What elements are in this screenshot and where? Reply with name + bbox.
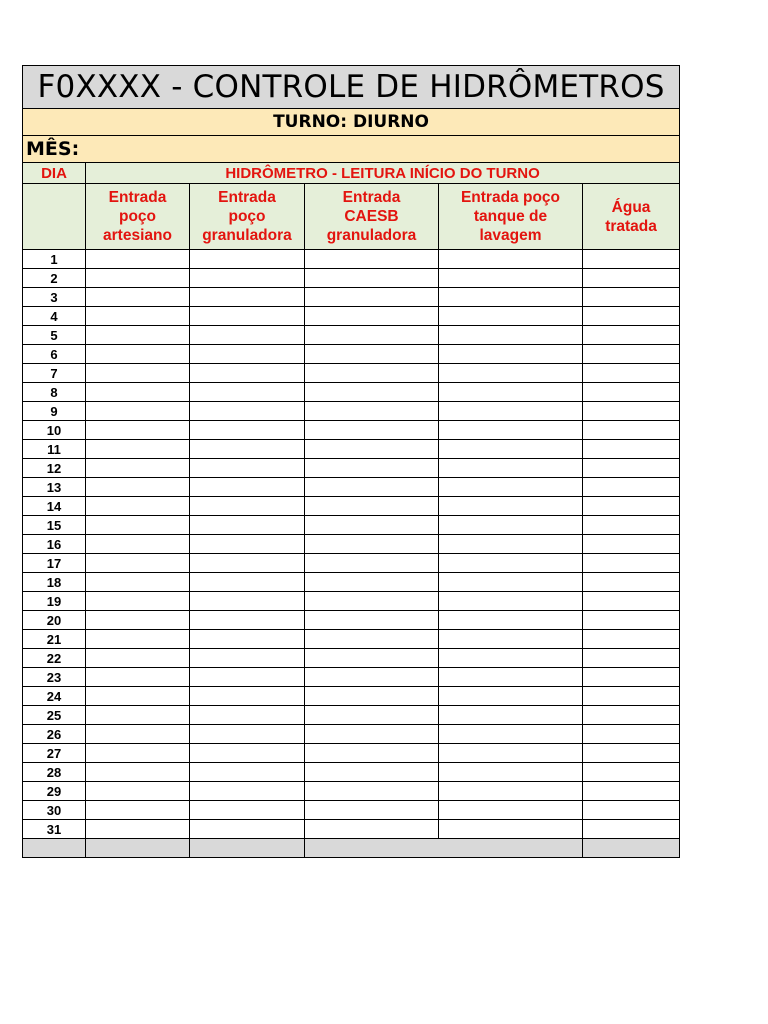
reading-cell[interactable]: [190, 516, 305, 535]
column-header-line: artesiano: [103, 227, 172, 244]
reading-cell[interactable]: [190, 326, 305, 345]
reading-cell[interactable]: [86, 744, 190, 763]
day-number: 13: [23, 478, 86, 497]
day-number: 15: [23, 516, 86, 535]
reading-cell[interactable]: [190, 763, 305, 782]
table-row: [23, 668, 680, 687]
table-row: [23, 516, 680, 535]
day-number: 28: [23, 763, 86, 782]
reading-cell[interactable]: [439, 725, 583, 744]
reading-cell[interactable]: [86, 782, 190, 801]
reading-cell[interactable]: [439, 307, 583, 326]
reading-cell[interactable]: [305, 573, 439, 592]
reading-cell[interactable]: [305, 459, 439, 478]
reading-cell[interactable]: [305, 744, 439, 763]
reading-cell[interactable]: [305, 364, 439, 383]
day-number: 7: [23, 364, 86, 383]
reading-cell[interactable]: [583, 345, 680, 364]
column-header-line: Entrada: [342, 189, 401, 206]
reading-cell[interactable]: [439, 630, 583, 649]
footer-cell: [305, 839, 583, 858]
day-number: 5: [23, 326, 86, 345]
reading-cell[interactable]: [190, 421, 305, 440]
reading-cell[interactable]: [190, 649, 305, 668]
reading-cell[interactable]: [583, 744, 680, 763]
reading-cell[interactable]: [439, 459, 583, 478]
table-row: [23, 326, 680, 345]
day-number: 31: [23, 820, 86, 839]
reading-cell[interactable]: [86, 250, 190, 269]
table-row: [23, 364, 680, 383]
day-number: 23: [23, 668, 86, 687]
column-header-line: poço: [228, 208, 266, 225]
day-number: 10: [23, 421, 86, 440]
footer-row: [23, 839, 680, 858]
reading-cell[interactable]: [305, 687, 439, 706]
reading-cell[interactable]: [583, 250, 680, 269]
reading-cell[interactable]: [305, 421, 439, 440]
reading-cell[interactable]: [583, 763, 680, 782]
reading-cell[interactable]: [86, 668, 190, 687]
day-number: 22: [23, 649, 86, 668]
reading-cell[interactable]: [86, 269, 190, 288]
reading-cell[interactable]: [305, 383, 439, 402]
day-number: 30: [23, 801, 86, 820]
reading-cell[interactable]: [190, 402, 305, 421]
column-header-line: tratada: [605, 217, 657, 235]
reading-cell[interactable]: [86, 459, 190, 478]
reading-cell[interactable]: [305, 801, 439, 820]
column-header-line: Entrada: [108, 189, 167, 206]
reading-cell[interactable]: [305, 763, 439, 782]
reading-cell[interactable]: [439, 269, 583, 288]
reading-cell[interactable]: [190, 782, 305, 801]
reading-cell[interactable]: [583, 288, 680, 307]
reading-cell[interactable]: [583, 269, 680, 288]
table-row: [23, 554, 680, 573]
reading-cell[interactable]: [86, 725, 190, 744]
reading-cell[interactable]: [439, 326, 583, 345]
sheet-title: F0XXXX - CONTROLE DE HIDRÔMETROS: [23, 66, 680, 109]
reading-cell[interactable]: [86, 687, 190, 706]
day-number: 19: [23, 592, 86, 611]
table-row: [23, 440, 680, 459]
column-header-line: granuladora: [202, 227, 292, 244]
reading-cell[interactable]: [305, 535, 439, 554]
column-header-line: Entrada poço: [460, 189, 561, 206]
reading-cell[interactable]: [190, 459, 305, 478]
column-header-5: [583, 184, 680, 250]
reading-cell[interactable]: [305, 592, 439, 611]
hydrometer-control-sheet: [22, 65, 680, 858]
reading-cell[interactable]: [439, 649, 583, 668]
reading-cell[interactable]: [86, 326, 190, 345]
table-row: [23, 307, 680, 326]
reading-cell[interactable]: [190, 611, 305, 630]
column-header-4: [439, 184, 583, 250]
day-number: 16: [23, 535, 86, 554]
reading-cell[interactable]: [86, 706, 190, 725]
day-number: 11: [23, 440, 86, 459]
column-header-line: poço: [118, 208, 157, 225]
reading-cell[interactable]: [439, 402, 583, 421]
reading-cell[interactable]: [583, 478, 680, 497]
reading-cell[interactable]: [86, 307, 190, 326]
day-number: 6: [23, 345, 86, 364]
table-row: [23, 744, 680, 763]
reading-cell[interactable]: [190, 440, 305, 459]
column-header-1: [86, 184, 190, 250]
table-row: [23, 421, 680, 440]
reading-cell[interactable]: [190, 497, 305, 516]
reading-cell[interactable]: [190, 364, 305, 383]
reading-cell[interactable]: [190, 288, 305, 307]
reading-cell[interactable]: [583, 326, 680, 345]
reading-cell[interactable]: [583, 630, 680, 649]
reading-cell[interactable]: [439, 611, 583, 630]
table-row: [23, 611, 680, 630]
reading-cell[interactable]: [190, 535, 305, 554]
column-header-line: Entrada: [218, 189, 276, 206]
day-number: 29: [23, 782, 86, 801]
reading-cell[interactable]: [583, 782, 680, 801]
reading-cell[interactable]: [305, 516, 439, 535]
reading-cell[interactable]: [305, 554, 439, 573]
reading-cell[interactable]: [190, 687, 305, 706]
table-row: [23, 706, 680, 725]
reading-cell[interactable]: [86, 611, 190, 630]
column-header-3: [305, 184, 439, 250]
reading-cell[interactable]: [439, 535, 583, 554]
reading-cell[interactable]: [305, 288, 439, 307]
reading-cell[interactable]: [86, 478, 190, 497]
day-number: 27: [23, 744, 86, 763]
footer-cell: [86, 839, 190, 858]
month-label: MÊS:: [23, 136, 680, 163]
reading-cell[interactable]: [86, 440, 190, 459]
reading-cell[interactable]: [190, 383, 305, 402]
table-row: [23, 725, 680, 744]
reading-cell[interactable]: [439, 592, 583, 611]
reading-cell[interactable]: [86, 801, 190, 820]
reading-cell[interactable]: [86, 345, 190, 364]
reading-cell[interactable]: [86, 535, 190, 554]
reading-cell[interactable]: [439, 516, 583, 535]
reading-cell[interactable]: [583, 497, 680, 516]
reading-cell[interactable]: [190, 820, 305, 839]
reading-cell[interactable]: [86, 497, 190, 516]
reading-cell[interactable]: [305, 269, 439, 288]
reading-cell[interactable]: [439, 345, 583, 364]
reading-cell[interactable]: [86, 649, 190, 668]
day-number: 21: [23, 630, 86, 649]
table-row: [23, 250, 680, 269]
reading-cell[interactable]: [439, 687, 583, 706]
reading-cell[interactable]: [439, 744, 583, 763]
reading-cell[interactable]: [439, 497, 583, 516]
reading-cell[interactable]: [583, 668, 680, 687]
reading-cell[interactable]: [305, 326, 439, 345]
reading-cell[interactable]: [190, 725, 305, 744]
reading-cell[interactable]: [583, 535, 680, 554]
reading-cell[interactable]: [86, 763, 190, 782]
reading-cell[interactable]: [583, 307, 680, 326]
reading-cell[interactable]: [439, 820, 583, 839]
reading-cell[interactable]: [583, 801, 680, 820]
reading-cell[interactable]: [190, 801, 305, 820]
table-row: [23, 288, 680, 307]
table-row: [23, 820, 680, 839]
reading-cell[interactable]: [190, 668, 305, 687]
day-number: 20: [23, 611, 86, 630]
reading-cell[interactable]: [583, 687, 680, 706]
table-row: [23, 535, 680, 554]
reading-cell[interactable]: [305, 250, 439, 269]
table-row: [23, 763, 680, 782]
reading-cell[interactable]: [583, 459, 680, 478]
day-number: 25: [23, 706, 86, 725]
reading-cell[interactable]: [439, 554, 583, 573]
day-column-header: DIA: [23, 163, 86, 184]
reading-cell[interactable]: [439, 478, 583, 497]
reading-cell[interactable]: [583, 516, 680, 535]
reading-cell[interactable]: [86, 554, 190, 573]
reading-cell[interactable]: [583, 649, 680, 668]
footer-cell: [190, 839, 305, 858]
footer-cell: [583, 839, 680, 858]
day-number: 2: [23, 269, 86, 288]
day-number: 1: [23, 250, 86, 269]
table-row: [23, 687, 680, 706]
reading-cell[interactable]: [439, 763, 583, 782]
reading-cell[interactable]: [305, 782, 439, 801]
reading-cell[interactable]: [583, 383, 680, 402]
day-header-spacer: [23, 184, 86, 250]
table-row: [23, 782, 680, 801]
reading-cell[interactable]: [190, 573, 305, 592]
table-row: [23, 345, 680, 364]
reading-cell[interactable]: [86, 402, 190, 421]
reading-cell[interactable]: [190, 554, 305, 573]
table-row: [23, 497, 680, 516]
reading-cell[interactable]: [190, 478, 305, 497]
reading-cell[interactable]: [305, 402, 439, 421]
reading-cell[interactable]: [439, 706, 583, 725]
reading-cell[interactable]: [190, 269, 305, 288]
column-header-line: granuladora: [326, 227, 417, 244]
column-header-2: [190, 184, 305, 250]
reading-cell[interactable]: [439, 668, 583, 687]
reading-cell[interactable]: [86, 383, 190, 402]
reading-cell[interactable]: [305, 725, 439, 744]
reading-cell[interactable]: [305, 497, 439, 516]
reading-cell[interactable]: [305, 706, 439, 725]
column-header-line: tanque de: [473, 208, 548, 225]
reading-cell[interactable]: [583, 611, 680, 630]
reading-cell[interactable]: [439, 250, 583, 269]
column-header-line: CAESB: [344, 208, 399, 225]
reading-cell[interactable]: [439, 421, 583, 440]
reading-cell[interactable]: [583, 440, 680, 459]
reading-cell[interactable]: [583, 421, 680, 440]
reading-cell[interactable]: [190, 250, 305, 269]
reading-cell[interactable]: [190, 706, 305, 725]
reading-cell[interactable]: [583, 820, 680, 839]
reading-cell[interactable]: [583, 364, 680, 383]
reading-cell[interactable]: [439, 288, 583, 307]
reading-cell[interactable]: [86, 592, 190, 611]
table-row: [23, 459, 680, 478]
table-row: [23, 592, 680, 611]
table-row: [23, 269, 680, 288]
reading-cell[interactable]: [305, 611, 439, 630]
reading-cell[interactable]: [86, 820, 190, 839]
reading-cell[interactable]: [439, 801, 583, 820]
reading-cell[interactable]: [86, 288, 190, 307]
day-number: 4: [23, 307, 86, 326]
reading-cell[interactable]: [86, 630, 190, 649]
day-number: 17: [23, 554, 86, 573]
reading-cell[interactable]: [305, 630, 439, 649]
reading-cell[interactable]: [190, 630, 305, 649]
reading-cell[interactable]: [190, 592, 305, 611]
reading-cell[interactable]: [439, 383, 583, 402]
table-row: [23, 478, 680, 497]
reading-cell[interactable]: [190, 307, 305, 326]
reading-cell[interactable]: [439, 364, 583, 383]
day-number: 12: [23, 459, 86, 478]
footer-cell: [23, 839, 86, 858]
table-row: [23, 801, 680, 820]
reading-cell[interactable]: [583, 725, 680, 744]
reading-cell[interactable]: [86, 516, 190, 535]
reading-cell[interactable]: [583, 402, 680, 421]
reading-cell[interactable]: [190, 744, 305, 763]
reading-group-header: HIDRÔMETRO - LEITURA INÍCIO DO TURNO: [86, 163, 680, 184]
reading-cell[interactable]: [305, 307, 439, 326]
day-number: 18: [23, 573, 86, 592]
reading-cell[interactable]: [583, 706, 680, 725]
shift-label: TURNO: DIURNO: [23, 109, 680, 136]
reading-cell[interactable]: [305, 345, 439, 364]
reading-cell[interactable]: [439, 782, 583, 801]
reading-cell[interactable]: [439, 573, 583, 592]
column-header-line: Água: [611, 198, 651, 216]
reading-cell[interactable]: [305, 440, 439, 459]
reading-cell[interactable]: [305, 649, 439, 668]
table-row: [23, 630, 680, 649]
table-row: [23, 383, 680, 402]
day-number: 8: [23, 383, 86, 402]
reading-cell[interactable]: [583, 554, 680, 573]
table-row: [23, 649, 680, 668]
table-row: [23, 573, 680, 592]
reading-cell[interactable]: [583, 573, 680, 592]
reading-cell[interactable]: [86, 421, 190, 440]
day-number: 14: [23, 497, 86, 516]
day-number: 26: [23, 725, 86, 744]
reading-cell[interactable]: [583, 592, 680, 611]
reading-cell[interactable]: [86, 364, 190, 383]
column-header-line: lavagem: [479, 227, 542, 244]
reading-cell[interactable]: [305, 478, 439, 497]
reading-cell[interactable]: [439, 440, 583, 459]
day-number: 9: [23, 402, 86, 421]
reading-cell[interactable]: [305, 668, 439, 687]
reading-cell[interactable]: [305, 820, 439, 839]
table-row: [23, 402, 680, 421]
day-number: 24: [23, 687, 86, 706]
reading-cell[interactable]: [190, 345, 305, 364]
reading-cell[interactable]: [86, 573, 190, 592]
day-number: 3: [23, 288, 86, 307]
